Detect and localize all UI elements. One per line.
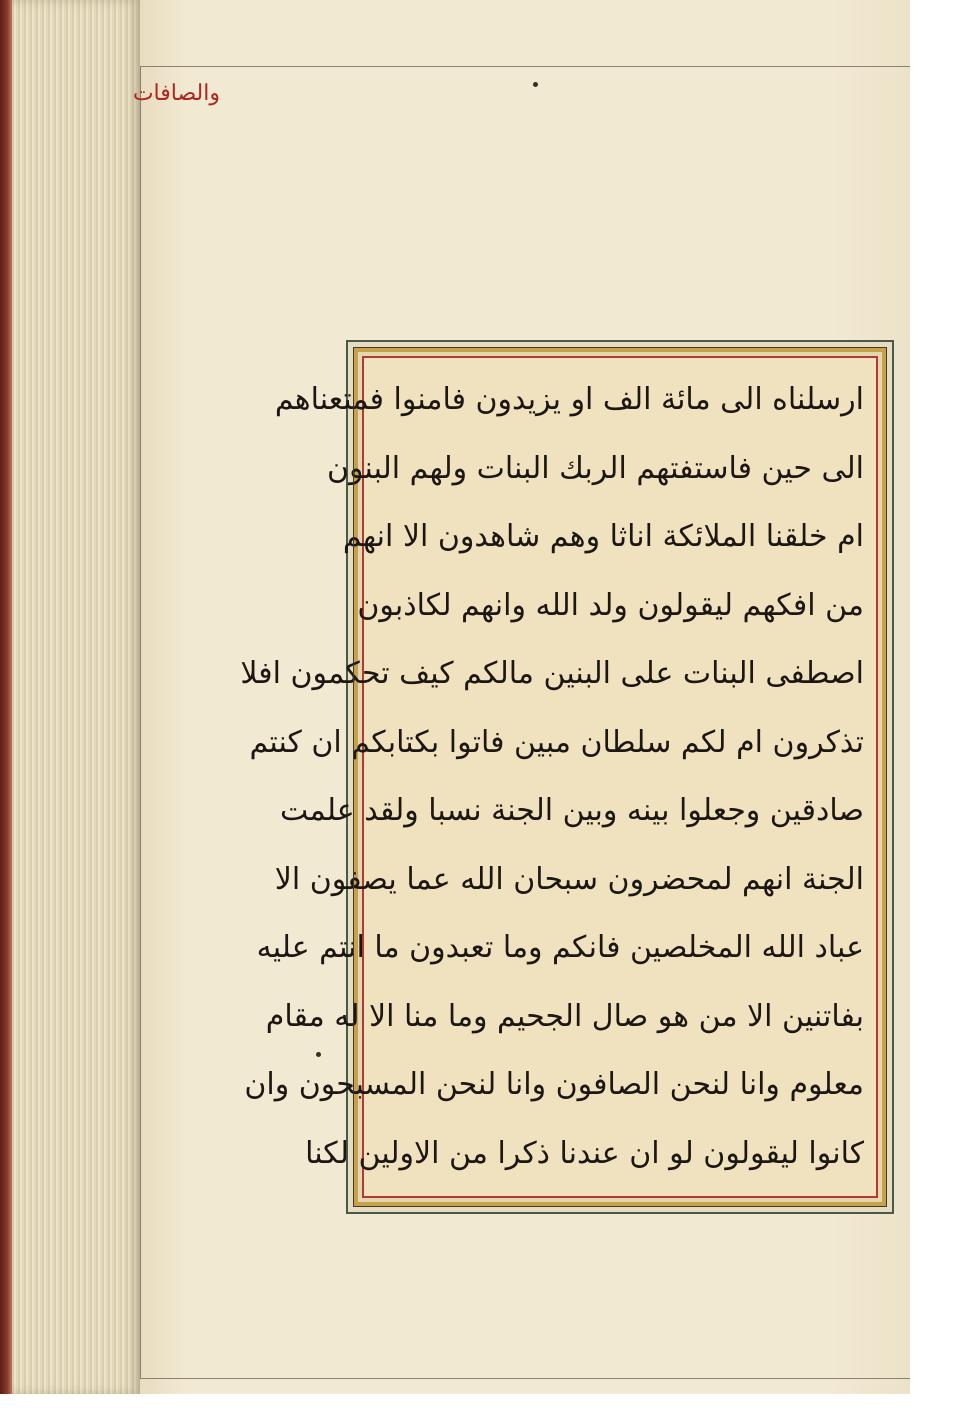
margin-rule-bottom [140, 1378, 910, 1379]
text-line: ارسلناه الى مائة الف او يزيدون فامنوا فمتعناهم [274, 382, 864, 417]
book-spine [0, 0, 12, 1394]
ink-dot [533, 82, 538, 87]
page-edges [12, 0, 140, 1394]
text-line: بفاتنين الا من هو صال الجحيم وما منا الا له مقام [265, 998, 864, 1034]
text-line: الى حين فاستفتهم الربك البنات ولهم البنون [327, 450, 864, 486]
text-line: اصطفى البنات على البنين مالكم كيف تحكمون افلا [240, 656, 864, 692]
text-line: عباد الله المخلصين فانكم وما تعبدون ما انتم عليه [256, 930, 864, 966]
text-frame [240, 340, 894, 1214]
text-block [240, 356, 878, 1198]
text-line: الجنة انهم لمحضرون سبحان الله عما يصفون الا [274, 861, 864, 897]
text-line: كانوا ليقولون لو ان عندنا ذكرا من الاولين لكنا [305, 1135, 864, 1171]
catchword: والصافات [132, 81, 220, 106]
text-line: ام خلقنا الملائكة اناثا وهم شاهدون الا انهم [342, 519, 864, 555]
text-line: معلوم وانا لنحن الصافون وانا لنحن المسبحون وان [244, 1067, 864, 1103]
text-line: صادقين وجعلوا بينه وبين الجنة نسبا ولقد علمت [280, 793, 864, 829]
text-line: من افكهم ليقولون ولد الله وانهم لكاذبون [357, 587, 864, 623]
gold-border [240, 348, 886, 1206]
text-line: تذكرون ام لكم سلطان مبين فاتوا بكتابكم ان كنتم [249, 724, 864, 760]
margin-rule-top [140, 66, 910, 67]
margin-rule-left [140, 66, 141, 1378]
